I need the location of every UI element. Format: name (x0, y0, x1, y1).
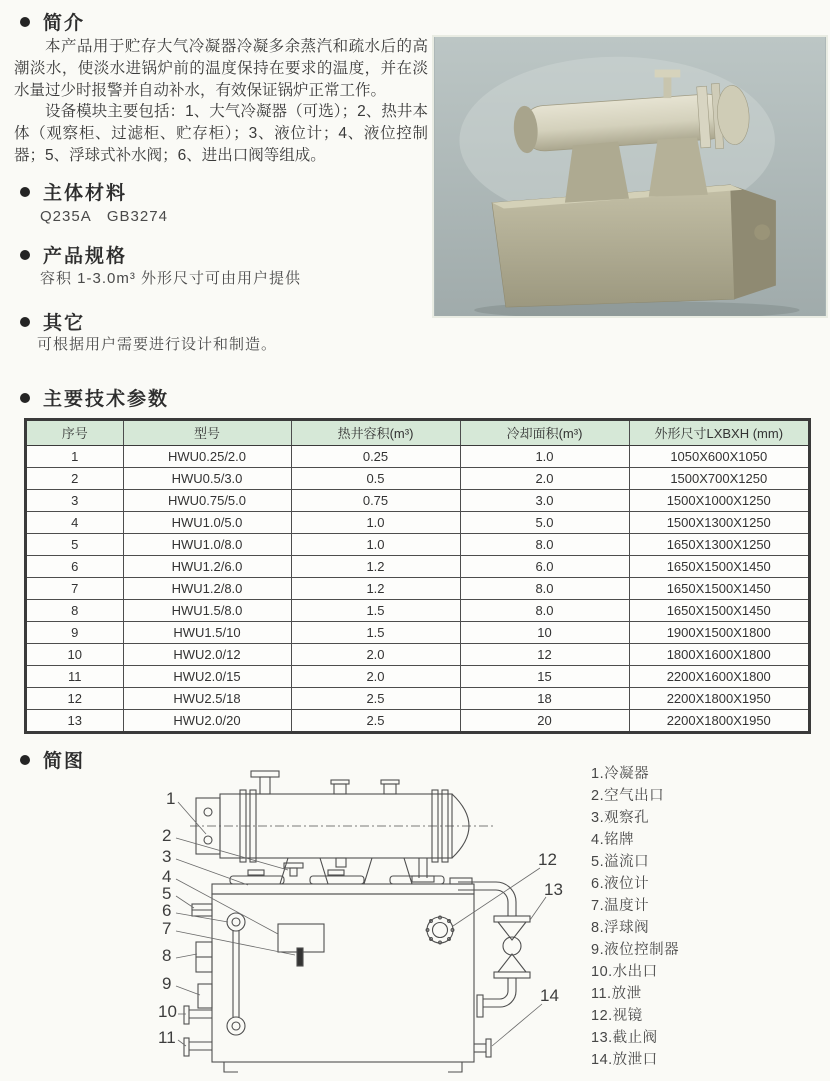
table-cell: 3 (26, 490, 123, 512)
table-header-cell: 型号 (123, 420, 291, 446)
table-cell: 6.0 (460, 556, 629, 578)
table-cell: 1500X1000X1250 (629, 490, 809, 512)
table-cell: 2200X1600X1800 (629, 666, 809, 688)
callout-label: 6 (162, 901, 172, 920)
table-cell: 1.5 (291, 600, 460, 622)
table-cell: 1650X1300X1250 (629, 534, 809, 556)
table-row (26, 512, 809, 534)
table-header-cell: 热井容积(m³) (291, 420, 460, 446)
table-row (26, 534, 809, 556)
table-cell: 8 (26, 600, 123, 622)
table-cell: 1800X1600X1800 (629, 644, 809, 666)
table-row (26, 622, 809, 644)
table-cell: 1900X1500X1800 (629, 622, 809, 644)
table-row (26, 666, 809, 688)
table-cell: 7 (26, 578, 123, 600)
table-cell: HWU1.5/10 (123, 622, 291, 644)
callout-label: 3 (162, 847, 172, 866)
bullet-icon (20, 755, 30, 765)
table-cell: HWU2.0/15 (123, 666, 291, 688)
diagram-legend (591, 763, 679, 1071)
section-title: 简图 (43, 751, 86, 772)
callout-label: 5 (162, 884, 172, 903)
table-row (26, 600, 809, 622)
table-cell: 1.2 (291, 578, 460, 600)
section-title: 简介 (43, 13, 86, 34)
table-cell: 20 (460, 710, 629, 733)
legend-item: 8.浮球阀 (591, 920, 650, 936)
legend-item: 7.温度计 (591, 898, 650, 914)
callout-label: 8 (162, 946, 172, 965)
table-cell: 6 (26, 556, 123, 578)
table-row (26, 446, 809, 468)
table-row (26, 710, 809, 733)
table-cell: 8.0 (460, 600, 629, 622)
table-cell: 5.0 (460, 512, 629, 534)
callout-label: 9 (162, 974, 172, 993)
bullet-icon (20, 17, 30, 27)
table-cell: 9 (26, 622, 123, 644)
bullet-icon (20, 317, 30, 327)
callout-labels (158, 789, 563, 1047)
table-cell: 2.0 (460, 468, 629, 490)
table-cell: 2 (26, 468, 123, 490)
section-title: 其它 (43, 313, 86, 334)
legend-item: 10.水出口 (591, 964, 658, 980)
legend-item: 14.放泄口 (591, 1052, 658, 1068)
product-photo (432, 35, 828, 318)
section-title: 主要技术参数 (43, 389, 170, 410)
table-row (26, 556, 809, 578)
table-row (26, 468, 809, 490)
table-cell: 1.0 (291, 512, 460, 534)
callout-label: 1 (166, 789, 176, 808)
table-cell: 1500X700X1250 (629, 468, 809, 490)
table-cell: HWU0.5/3.0 (123, 468, 291, 490)
table-cell: 1650X1500X1450 (629, 556, 809, 578)
table-cell: 2.5 (291, 710, 460, 733)
table-cell: 1.0 (291, 534, 460, 556)
section-intro-heading (20, 8, 85, 35)
table-cell: 1.0 (460, 446, 629, 468)
callout-label: 11 (158, 1028, 176, 1047)
legend-item: 12.视镜 (591, 1008, 643, 1024)
params-table-body (26, 446, 809, 733)
bullet-icon (20, 393, 30, 403)
table-cell: 0.25 (291, 446, 460, 468)
bullet-icon (20, 250, 30, 260)
table-cell: 2200X1800X1950 (629, 710, 809, 733)
legend-item: 4.铭牌 (591, 832, 635, 848)
table-cell: 1 (26, 446, 123, 468)
table-cell: 11 (26, 666, 123, 688)
callout-label: 13 (544, 880, 563, 899)
bullet-icon (20, 187, 30, 197)
table-row (26, 644, 809, 666)
table-cell: 1.5 (291, 622, 460, 644)
table-cell: 2.0 (291, 666, 460, 688)
table-cell: HWU0.25/2.0 (123, 446, 291, 468)
table-cell: HWU2.0/12 (123, 644, 291, 666)
callout-label: 7 (162, 919, 172, 938)
table-cell: 15 (460, 666, 629, 688)
table-cell: 18 (460, 688, 629, 710)
legend-item: 1.冷凝器 (591, 766, 650, 782)
callout-label: 12 (538, 850, 557, 869)
callout-label: 14 (540, 986, 559, 1005)
intro-paragraph-2: 设备模块主要包括：1、大气冷凝器（可选）；2、热井本体（观察柜、过滤柜、贮存柜）；3、液位计；4、液位控制器；5、浮球式补水阀；6、进出口阀等组成。 (14, 103, 428, 164)
table-header-cell: 外形尺寸LXBXH (mm) (629, 420, 809, 446)
section-params-heading (20, 384, 169, 411)
table-cell: HWU1.2/6.0 (123, 556, 291, 578)
section-material-heading (20, 178, 127, 205)
section-other-heading (20, 308, 85, 335)
section-title: 主体材料 (43, 183, 128, 204)
section-title: 产品规格 (43, 246, 128, 267)
table-cell: 1650X1500X1450 (629, 600, 809, 622)
intro-paragraph-1: 本产品用于贮存大气冷凝器冷凝多余蒸汽和疏水后的高潮淡水，使淡水进锅炉前的温度保持在要求的温度，并在淡水量过少时报警并自动补水，有效保证锅炉正常工作。 (14, 38, 428, 99)
table-cell: 1.2 (291, 556, 460, 578)
table-cell: 0.5 (291, 468, 460, 490)
table-cell: 8.0 (460, 534, 629, 556)
table-cell: HWU1.0/5.0 (123, 512, 291, 534)
table-cell: 13 (26, 710, 123, 733)
legend-item: 2.空气出口 (591, 788, 665, 804)
table-cell: HWU0.75/5.0 (123, 490, 291, 512)
table-header-cell: 序号 (26, 420, 123, 446)
legend-item: 11.放泄 (591, 986, 642, 1002)
spec-content: 容积 1-3.0m³ 外形尺寸可由用户提供 (40, 270, 302, 287)
schematic-diagram (140, 758, 600, 1078)
section-spec-heading (20, 241, 127, 268)
table-cell: HWU1.2/8.0 (123, 578, 291, 600)
params-table-head-row (26, 420, 809, 446)
legend-item: 5.溢流口 (591, 854, 650, 870)
table-cell: 3.0 (460, 490, 629, 512)
legend-item: 13.截止阀 (591, 1030, 658, 1046)
callout-label: 10 (158, 1002, 177, 1021)
table-cell: 8.0 (460, 578, 629, 600)
table-cell: 2.0 (291, 644, 460, 666)
table-row (26, 490, 809, 512)
legend-item: 6.液位计 (591, 876, 650, 892)
table-cell: HWU2.0/20 (123, 710, 291, 733)
table-cell: 4 (26, 512, 123, 534)
section-sketch-heading (20, 746, 85, 773)
table-cell: 5 (26, 534, 123, 556)
table-header-cell: 冷却面积(m³) (460, 420, 629, 446)
product-photo-rendering (434, 37, 826, 316)
material-content: Q235A GB3274 (40, 208, 168, 225)
table-cell: HWU1.0/8.0 (123, 534, 291, 556)
other-content: 可根据用户需要进行设计和制造。 (37, 336, 278, 353)
table-cell: 1500X1300X1250 (629, 512, 809, 534)
callout-label: 2 (162, 826, 172, 845)
params-table (25, 419, 810, 733)
schematic-drawing (140, 758, 600, 1078)
legend-item: 9.液位控制器 (591, 942, 680, 958)
table-cell: 1050X600X1050 (629, 446, 809, 468)
table-cell: 2200X1800X1950 (629, 688, 809, 710)
table-cell: 12 (26, 688, 123, 710)
intro-text (14, 36, 428, 167)
table-cell: HWU2.5/18 (123, 688, 291, 710)
table-cell: 0.75 (291, 490, 460, 512)
legend-item: 3.观察孔 (591, 810, 650, 826)
table-row (26, 578, 809, 600)
table-cell: 10 (26, 644, 123, 666)
table-row (26, 688, 809, 710)
table-cell: HWU1.5/8.0 (123, 600, 291, 622)
callout-label: 4 (162, 867, 172, 886)
table-cell: 1650X1500X1450 (629, 578, 809, 600)
table-cell: 12 (460, 644, 629, 666)
table-cell: 10 (460, 622, 629, 644)
table-cell: 2.5 (291, 688, 460, 710)
